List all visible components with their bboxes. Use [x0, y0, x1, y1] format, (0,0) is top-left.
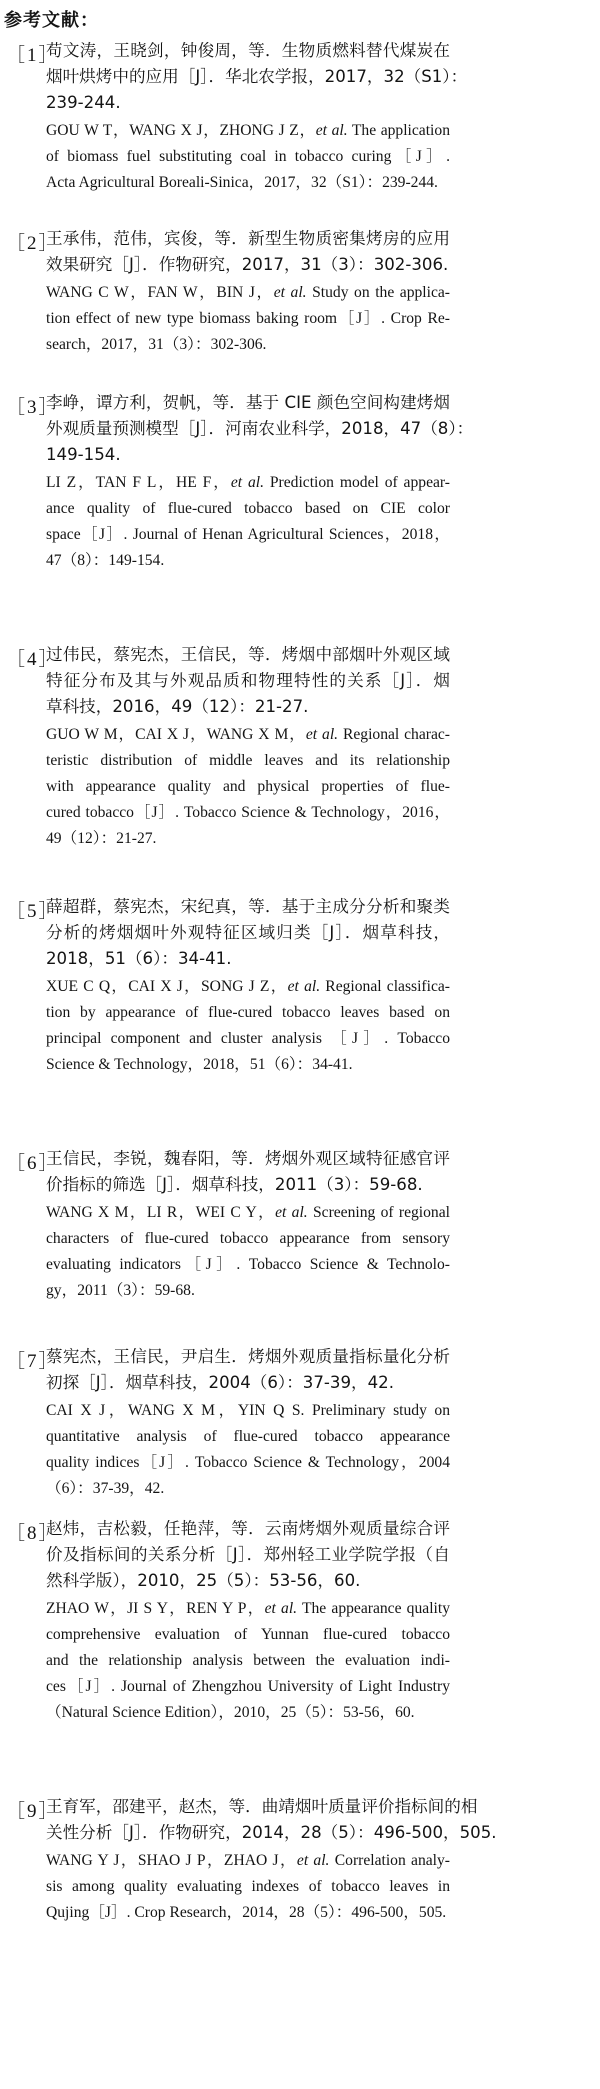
- reference-chinese-text-line: 蔡宪杰，王信民，尹启生．烤烟外观质量指标量化分析: [46, 1347, 450, 1366]
- reference-chinese-text-line: 赵炜，吉松毅，任艳萍，等．云南烤烟外观质量综合评: [46, 1519, 450, 1538]
- et-al-italic: et al.: [296, 1852, 330, 1869]
- et-al-italic: et al.: [275, 1204, 308, 1221]
- reference-english-text-line: quantitative analysis of flue-cured tobacco appearance: [46, 1428, 450, 1445]
- reference-english-text: [46, 722, 450, 852]
- references-heading: 参考文献：: [4, 10, 99, 31]
- reference-english-text-line: cured tobacco［J］. Tobacco Science & Technology，2016，: [46, 804, 450, 821]
- reference-chinese-text: [46, 226, 450, 278]
- reference-chinese-text-line: 苟文涛，王晓剑，钟俊周，等．生物质燃料替代煤炭在: [46, 41, 450, 60]
- reference-chinese-text: [46, 1794, 497, 1846]
- reference-english-text-line: CAI X J，WANG X M，YIN Q S. Preliminary study on: [46, 1402, 450, 1419]
- et-al-italic: et al.: [264, 1600, 298, 1617]
- reference-english-text-line: Qujing［J］. Crop Research，2014，28（5）：496-500，505.: [46, 1904, 447, 1921]
- reference-chinese-text-line: 价及指标间的关系分析［J］．郑州轻工业学院学报（自: [46, 1545, 450, 1564]
- reference-chinese-text: [46, 38, 468, 116]
- reference-english-text-line: XUE C Q，CAI X J，SONG J Z，et al. Regional classifica-: [46, 978, 450, 995]
- reference-english-text-line: Acta Agricultural Boreali-Sinica，2017，32（S1）：239-244.: [46, 174, 438, 191]
- reference-chinese-text-line: 王育军，邵建平，赵杰，等．曲靖烟叶质量评价指标间的相: [46, 1797, 478, 1816]
- reference-english-text-line: WANG Y J，SHAO J P，ZHAO J，et al. Correlation analy-: [46, 1852, 450, 1869]
- reference-english-text-line: 49（12）：21-27.: [46, 830, 157, 847]
- reference-english-text-line: characters of flue-cured tobacco appearance from sensory: [46, 1230, 450, 1247]
- reference-number: ［3］: [6, 397, 60, 418]
- reference-chinese-text-line: 过伟民，蔡宪杰，王信民，等．烤烟中部烟叶外观区域: [46, 645, 450, 664]
- reference-english-text-line: search，2017，31（3）：302-306.: [46, 336, 267, 353]
- reference-english-text-line: comprehensive evaluation of Yunnan flue-cured tobacco: [46, 1626, 450, 1643]
- reference-english-text-line: （Natural Science Edition），2010，25（5）：53-56，60.: [46, 1704, 415, 1721]
- reference-chinese-text-line: 2018，51（6）：34-41.: [46, 949, 232, 968]
- reference-english-text-line: sis among quality evaluating indexes of tobacco leaves in: [46, 1878, 450, 1895]
- reference-chinese-text-line: 然科学版），2010，25（5）：53-56，60.: [46, 1571, 361, 1590]
- reference-number: ［5］: [6, 901, 60, 922]
- reference-chinese-text-line: 李峥，谭方利，贺帆，等．基于 CIE 颜色空间构建烤烟: [46, 393, 450, 412]
- reference-english-text-line: WANG C W，FAN W，BIN J，et al. Study on the applica-: [46, 284, 450, 301]
- reference-chinese-text-line: 价指标的筛选［J］．烟草科技，2011（3）：59-68.: [46, 1175, 423, 1194]
- reference-chinese-text-line: 分析的烤烟烟叶外观特征区域归类［J］．烟草科技，: [46, 923, 450, 942]
- reference-english-text-line: evaluating indicators［J］. Tobacco Science & Technolo-: [46, 1256, 450, 1273]
- et-al-italic: et al.: [305, 726, 339, 743]
- reference-chinese-text-line: 关性分析［J］．作物研究，2014，28（5）：496-500，505.: [46, 1823, 497, 1842]
- reference-chinese-text: [46, 894, 450, 972]
- reference-english-text-line: quality indices［J］. Tobacco Science & Technology，2004: [46, 1454, 450, 1471]
- reference-number: ［9］: [6, 1801, 60, 1822]
- reference-english-text-line: tion by appearance of flue-cured tobacco leaves based on: [46, 1004, 450, 1021]
- reference-number: ［7］: [6, 1351, 60, 1372]
- reference-chinese-text-line: 外观质量预测模型［J］．河南农业科学，2018，47（8）：: [46, 419, 474, 438]
- reference-number: ［6］: [6, 1153, 60, 1174]
- reference-chinese-text: [46, 642, 450, 720]
- reference-chinese-text-line: 149-154.: [46, 445, 121, 464]
- reference-english-text: [46, 1596, 450, 1726]
- reference-english-text-line: and the relationship analysis between the evaluation indi-: [46, 1652, 450, 1669]
- reference-english-text-line: of biomass fuel substituting coal in tobacco curing［J］.: [46, 148, 450, 165]
- reference-english-text: [46, 1398, 450, 1502]
- reference-chinese-text: [46, 1146, 450, 1198]
- reference-english-text-line: WANG X M，LI R，WEI C Y，et al. Screening of regional: [46, 1204, 450, 1221]
- reference-english-text: [46, 118, 450, 196]
- reference-english-text-line: teristic distribution of middle leaves and its relationship: [46, 752, 450, 769]
- reference-english-text-line: GUO W M，CAI X J，WANG X M，et al. Regional charac-: [46, 726, 450, 743]
- reference-chinese-text-line: 王信民，李锐，魏春阳，等．烤烟外观区域特征感官评: [46, 1149, 450, 1168]
- reference-english-text-line: with appearance quality and physical properties of flue-: [46, 778, 450, 795]
- reference-number: ［4］: [6, 649, 60, 670]
- reference-english-text-line: LI Z，TAN F L，HE F，et al. Prediction model of appear-: [46, 474, 450, 491]
- reference-chinese-text-line: 薛超群，蔡宪杰，宋纪真，等．基于主成分分析和聚类: [46, 897, 450, 916]
- reference-chinese-text-line: 王承伟，范伟，宾俊，等．新型生物质密集烤房的应用: [46, 229, 450, 248]
- reference-chinese-text-line: 特征分布及其与外观品质和物理特性的关系［J］．烟: [46, 671, 450, 690]
- reference-chinese-text-line: 初探［J］．烟草科技，2004（6）：37-39，42.: [46, 1373, 394, 1392]
- et-al-italic: et al.: [315, 122, 348, 139]
- reference-english-text-line: ZHAO W，JI S Y，REN Y P，et al. The appearance quality: [46, 1600, 450, 1617]
- reference-chinese-text-line: 烟叶烘烤中的应用［J］．华北农学报，2017，32（S1）：: [46, 67, 468, 86]
- et-al-italic: et al.: [287, 978, 321, 995]
- reference-english-text-line: gy，2011（3）：59-68.: [46, 1282, 195, 1299]
- reference-english-text: [46, 974, 450, 1078]
- reference-chinese-text-line: 草科技，2016，49（12）：21-27.: [46, 697, 309, 716]
- reference-english-text-line: （6）：37-39，42.: [46, 1480, 165, 1497]
- reference-english-text-line: GOU W T，WANG X J，ZHONG J Z，et al. The application: [46, 122, 450, 139]
- reference-english-text: [46, 1848, 450, 1926]
- reference-chinese-text: [46, 1516, 450, 1594]
- reference-number: ［1］: [6, 45, 60, 66]
- reference-english-text: [46, 470, 450, 574]
- reference-chinese-text: [46, 1344, 450, 1396]
- reference-chinese-text: [46, 390, 474, 468]
- reference-english-text: [46, 1200, 450, 1304]
- reference-chinese-text-line: 239-244.: [46, 93, 121, 112]
- et-al-italic: et al.: [230, 474, 264, 491]
- reference-english-text: [46, 280, 450, 358]
- reference-english-text-line: ces［J］. Journal of Zhengzhou University of Light Industry: [46, 1678, 450, 1695]
- reference-english-text-line: ance quality of flue-cured tobacco based on CIE color: [46, 500, 450, 517]
- reference-number: ［2］: [6, 233, 60, 254]
- reference-chinese-text-line: 效果研究［J］．作物研究，2017，31（3）：302-306.: [46, 255, 449, 274]
- reference-english-text-line: space［J］. Journal of Henan Agricultural Sciences，2018，: [46, 526, 450, 543]
- reference-number: ［8］: [6, 1523, 60, 1544]
- reference-english-text-line: 47（8）：149-154.: [46, 552, 165, 569]
- reference-english-text-line: principal component and cluster analysis ［J］. Tobacco: [46, 1030, 450, 1047]
- reference-english-text-line: tion effect of new type biomass baking room［J］. Crop Re-: [46, 310, 450, 327]
- et-al-italic: et al.: [273, 284, 307, 301]
- reference-english-text-line: Science & Technology，2018，51（6）：34-41.: [46, 1056, 353, 1073]
